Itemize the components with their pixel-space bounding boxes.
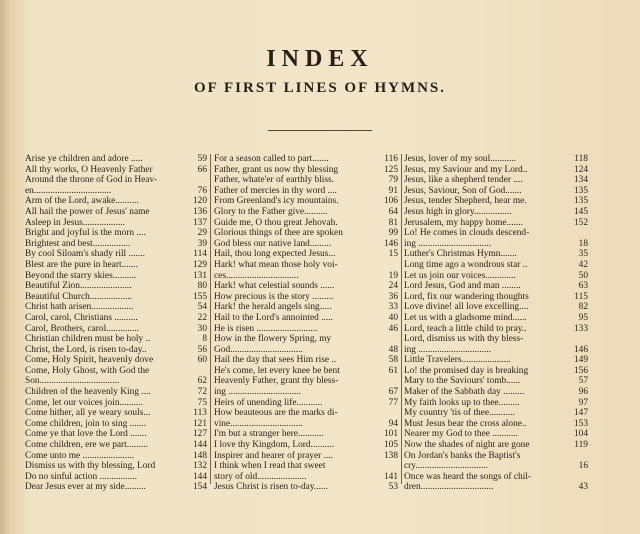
- index-entry: [404, 218, 588, 229]
- entry-hymn-number: 116: [384, 154, 398, 164]
- index-entry: [404, 366, 588, 377]
- entry-first-line: Dear Jesus ever at my side.........: [25, 482, 146, 493]
- entry-first-line: Mary to the Saviours' tomb......: [404, 376, 521, 387]
- entry-hymn-number: 120: [192, 196, 207, 207]
- entry-first-line: Must Jesus bear the cross alone..: [404, 418, 527, 429]
- index-entry: [404, 271, 588, 282]
- index-entry: [214, 376, 398, 387]
- entry-hymn-number: 80: [197, 281, 207, 292]
- entry-first-line: Hail to the Lord's annointed .....: [214, 312, 333, 323]
- entry-hymn-number: 106: [383, 196, 398, 207]
- entry-first-line: Come, Holy Ghost, with God the: [25, 365, 150, 376]
- index-entry: [25, 461, 207, 472]
- index-entry: [25, 366, 207, 377]
- entry-first-line: Children of the heavenly King ....: [25, 387, 151, 398]
- entry-first-line: Beautiful Church..................: [25, 291, 133, 302]
- entry-first-line: Beyond the starry skies..........: [25, 270, 137, 281]
- entry-hymn-number: 125: [383, 164, 398, 175]
- entry-first-line: By cool Siloam's shady rill .......: [25, 249, 145, 260]
- entry-first-line: Lo! the promised day is breaking: [404, 365, 529, 376]
- column-divider: [210, 154, 211, 484]
- index-entry: [214, 281, 398, 292]
- entry-first-line: Hark! what celestial sounds ......: [214, 281, 335, 292]
- entry-hymn-number: 124: [573, 164, 588, 175]
- index-entry: [214, 440, 398, 451]
- entry-first-line: dren...............................: [404, 482, 494, 493]
- entry-first-line: Christian children must be holy ..: [25, 334, 151, 345]
- entry-hymn-number: 105: [383, 440, 398, 451]
- entry-first-line: ces...............................: [214, 270, 299, 281]
- entry-hymn-number: 149: [573, 355, 588, 366]
- index-entry: [404, 249, 588, 260]
- entry-hymn-number: 95: [578, 312, 588, 323]
- index-entry: [25, 482, 207, 493]
- entry-first-line: How in the flowery Spring, my: [214, 334, 332, 345]
- entry-hymn-number: 81: [388, 217, 398, 228]
- entry-hymn-number: 8: [202, 334, 207, 345]
- index-entry: [214, 302, 398, 313]
- entry-hymn-number: 46: [388, 323, 398, 334]
- entry-first-line: Guide me, O thou great Jehovah.: [214, 217, 338, 228]
- index-entry: [25, 186, 207, 197]
- entry-first-line: Once was heard the songs of chil-: [404, 471, 532, 482]
- entry-hymn-number: 101: [383, 429, 398, 440]
- index-entry: [214, 387, 398, 398]
- entry-first-line: Little Travelers.....................: [404, 355, 511, 366]
- index-entry: [404, 355, 588, 366]
- entry-first-line: Hark! what mean those holy voi-: [214, 259, 338, 270]
- entry-first-line: All hail the power of Jesus' name: [25, 206, 150, 217]
- index-entry: [214, 271, 398, 282]
- index-entry: [25, 472, 207, 483]
- entry-hymn-number: 36: [388, 291, 398, 302]
- entry-first-line: Come, Holy Spirit, heavenly dove: [25, 355, 154, 366]
- entry-first-line: Jesus Christ is risen to-day......: [214, 482, 328, 493]
- index-entry: [404, 461, 588, 472]
- entry-hymn-number: 50: [578, 270, 588, 281]
- index-entry: [214, 429, 398, 440]
- index-entry: [25, 207, 207, 218]
- entry-hymn-number: 94: [388, 418, 398, 429]
- index-entry: [25, 196, 207, 207]
- entry-first-line: Jesus high in glory................: [404, 206, 512, 217]
- index-entry: [25, 239, 207, 250]
- entry-first-line: Lord Jesus, God and man ........: [404, 281, 521, 292]
- entry-hymn-number: 136: [192, 206, 207, 217]
- entry-hymn-number: 57: [578, 376, 588, 387]
- index-entry: [214, 482, 398, 493]
- index-entry: [214, 324, 398, 335]
- entry-first-line: ing ...............................: [214, 387, 301, 398]
- index-entry: [25, 429, 207, 440]
- index-entry: [404, 398, 588, 409]
- index-entry: [404, 472, 588, 483]
- index-entry: [404, 165, 588, 176]
- entry-first-line: How beauteous are the marks di-: [214, 408, 338, 419]
- entry-hymn-number: 18: [578, 238, 588, 249]
- entry-hymn-number: 66: [197, 164, 207, 175]
- index-entry: [25, 440, 207, 451]
- entry-hymn-number: 22: [197, 312, 207, 323]
- index-entry: [404, 345, 588, 356]
- entry-hymn-number: 152: [573, 217, 588, 228]
- entry-first-line: ing ...............................: [404, 344, 491, 355]
- index-entry: [25, 292, 207, 303]
- entry-first-line: From Greenland's icy mountains.: [214, 196, 339, 207]
- index-entry: [404, 482, 588, 493]
- entry-first-line: Come children, ere we part.........: [25, 440, 148, 451]
- index-column-2: [214, 154, 398, 493]
- index-entry: [214, 249, 398, 260]
- entry-first-line: Inspirer and hearer of prayer ....: [214, 450, 333, 461]
- index-entry: [25, 345, 207, 356]
- index-entry: [25, 398, 207, 409]
- index-entry: [25, 228, 207, 239]
- entry-hymn-number: 67: [388, 387, 398, 398]
- index-entry: [404, 228, 588, 239]
- entry-hymn-number: 61: [388, 365, 398, 376]
- index-entry: [214, 355, 398, 366]
- entry-hymn-number: 29: [197, 228, 207, 239]
- entry-first-line: Brightest and best................: [25, 238, 131, 249]
- entry-first-line: Let us with a gladsome mind......: [404, 312, 527, 323]
- entry-first-line: He is risen ..........................: [214, 323, 318, 334]
- entry-first-line: Hark! the herald angels sing.....: [214, 302, 332, 313]
- entry-first-line: He's come, let every knee be bent: [214, 365, 340, 376]
- entry-hymn-number: 113: [193, 408, 207, 419]
- entry-hymn-number: 121: [192, 418, 207, 429]
- index-entry: [404, 239, 588, 250]
- entry-hymn-number: 42: [578, 259, 588, 270]
- index-entry: [214, 313, 398, 324]
- index-entry: [25, 154, 207, 165]
- entry-first-line: Lord, dismiss us with thy bless-: [404, 334, 524, 345]
- entry-first-line: Long time ago a wondrous star ..: [404, 259, 528, 270]
- entry-hymn-number: 144: [192, 471, 207, 482]
- entry-hymn-number: 48: [388, 344, 398, 355]
- index-entry: [214, 366, 398, 377]
- entry-first-line: Glorious things of thee are spoken: [214, 228, 343, 239]
- entry-first-line: I love thy Kingdom, Lord..........: [214, 440, 335, 451]
- index-entry: [214, 345, 398, 356]
- index-entry: [25, 175, 207, 186]
- index-entry: [25, 218, 207, 229]
- entry-hymn-number: 40: [388, 312, 398, 323]
- entry-first-line: Come ye that love the Lord .......: [25, 429, 147, 440]
- index-entry: [214, 239, 398, 250]
- entry-first-line: Jesus, tender Shepherd, hear me.: [404, 196, 527, 207]
- index-entry: [404, 302, 588, 313]
- entry-first-line: Maker of the Sabbath day .........: [404, 387, 525, 398]
- entry-first-line: Lo! He comes in clouds descend-: [404, 228, 530, 239]
- index-entry: [25, 271, 207, 282]
- entry-first-line: Lord, fix our wandering thoughts: [404, 291, 529, 302]
- entry-hymn-number: 30: [197, 323, 207, 334]
- entry-hymn-number: 60: [197, 355, 207, 366]
- entry-hymn-number: 104: [573, 429, 588, 440]
- entry-hymn-number: 134: [573, 175, 588, 186]
- entry-first-line: Nearer my God to thee ...........: [404, 429, 519, 440]
- entry-hymn-number: 58: [388, 355, 398, 366]
- entry-first-line: cry...............................: [404, 461, 489, 472]
- entry-first-line: My country 'tis of thee...........: [404, 408, 515, 419]
- entry-hymn-number: 76: [197, 185, 207, 196]
- entry-hymn-number: 144: [192, 440, 207, 451]
- entry-hymn-number: 77: [388, 397, 398, 408]
- index-entry: [25, 313, 207, 324]
- entry-hymn-number: 148: [192, 450, 207, 461]
- entry-hymn-number: 99: [388, 228, 398, 239]
- entry-hymn-number: 145: [573, 206, 588, 217]
- index-entry: [404, 376, 588, 387]
- entry-hymn-number: 97: [578, 397, 588, 408]
- page-subtitle: OF FIRST LINES OF HYMNS.: [193, 80, 447, 96]
- entry-first-line: Jesus, lover of my soul...........: [404, 154, 516, 164]
- entry-first-line: Son..................................: [25, 376, 120, 387]
- entry-first-line: Hail, thou long expected Jesus...: [214, 249, 336, 260]
- entry-first-line: For a season called to part.......: [214, 154, 329, 164]
- entry-first-line: Let us join our voices.............: [404, 270, 516, 281]
- entry-first-line: vine...............................: [214, 418, 303, 429]
- index-entry: [214, 451, 398, 462]
- entry-hymn-number: 16: [578, 461, 588, 472]
- index-entry: [214, 207, 398, 218]
- entry-first-line: Dismiss us with thy blessing, Lord: [25, 461, 156, 472]
- entry-first-line: Come unto me ......................: [25, 450, 135, 461]
- entry-hymn-number: 118: [574, 154, 588, 164]
- index-entry: [214, 398, 398, 409]
- entry-hymn-number: 146: [383, 238, 398, 249]
- entry-hymn-number: 135: [573, 185, 588, 196]
- entry-hymn-number: 59: [197, 154, 207, 164]
- entry-first-line: Asleep in Jesus..................: [25, 217, 125, 228]
- entry-hymn-number: 79: [388, 175, 398, 186]
- index-entry: [25, 302, 207, 313]
- index-entry: [404, 334, 588, 345]
- index-entry: [25, 387, 207, 398]
- index-entry: [214, 419, 398, 430]
- entry-first-line: All thy works, O Heavenly Father: [25, 164, 153, 175]
- index-entry: [214, 260, 398, 271]
- entry-hymn-number: 137: [192, 217, 207, 228]
- index-entry: [404, 175, 588, 186]
- index-entry: [214, 175, 398, 186]
- entry-first-line: Heirs of unending life...........: [214, 397, 323, 408]
- index-entry: [404, 260, 588, 271]
- entry-hymn-number: 153: [573, 418, 588, 429]
- entry-hymn-number: 129: [192, 259, 207, 270]
- title-divider: [268, 130, 372, 131]
- entry-hymn-number: 115: [574, 291, 588, 302]
- index-entry: [25, 355, 207, 366]
- entry-first-line: Beautiful Zion......................: [25, 281, 132, 292]
- entry-hymn-number: 154: [192, 482, 207, 493]
- entry-hymn-number: 53: [388, 482, 398, 493]
- entry-first-line: Glory to the Father give..........: [214, 206, 328, 217]
- entry-first-line: Father, whate'er of earthly bliss.: [214, 175, 335, 186]
- index-entry: [214, 196, 398, 207]
- entry-hymn-number: 135: [573, 196, 588, 207]
- entry-hymn-number: 155: [192, 291, 207, 302]
- index-entry: [214, 334, 398, 345]
- index-entry: [214, 408, 398, 419]
- entry-first-line: On Jordan's banks the Baptist's: [404, 450, 521, 461]
- entry-first-line: Arise ye children and adore .....: [25, 154, 143, 164]
- column-divider: [401, 154, 402, 484]
- entry-hymn-number: 62: [197, 376, 207, 387]
- index-entry: [404, 207, 588, 218]
- index-entry: [214, 472, 398, 483]
- entry-hymn-number: 56: [197, 344, 207, 355]
- index-entry: [214, 165, 398, 176]
- index-entry: [214, 461, 398, 472]
- entry-hymn-number: 24: [388, 281, 398, 292]
- entry-first-line: Carol, Brothers, carol..............: [25, 323, 140, 334]
- index-entry: [214, 154, 398, 165]
- index-entry: [404, 281, 588, 292]
- entry-first-line: en.................................: [25, 185, 112, 196]
- entry-hymn-number: 35: [578, 249, 588, 260]
- entry-hymn-number: 96: [578, 387, 588, 398]
- index-entry: [25, 419, 207, 430]
- entry-first-line: Love divine! all love excelling....: [404, 302, 529, 313]
- entry-first-line: Blest are the pure in heart.......: [25, 259, 138, 270]
- index-entry: [404, 196, 588, 207]
- index-entry: [25, 408, 207, 419]
- entry-hymn-number: 131: [192, 270, 207, 281]
- entry-first-line: Come, let our voices join..........: [25, 397, 143, 408]
- index-entry: [404, 313, 588, 324]
- entry-first-line: Jerusalem, my happy home.......: [404, 217, 523, 228]
- entry-first-line: Father, grant us now thy blessing: [214, 164, 339, 175]
- entry-first-line: Come hither, all ye weary souls...: [25, 408, 151, 419]
- entry-hymn-number: 82: [578, 302, 588, 313]
- index-entry: [404, 292, 588, 303]
- entry-first-line: Christ hath arisen..................: [25, 302, 134, 313]
- page-title: INDEX: [266, 46, 374, 72]
- index-entry: [404, 408, 588, 419]
- entry-first-line: Christ, the Lord, is risen to-day..: [25, 344, 147, 355]
- index-entry: [404, 440, 588, 451]
- index-entry: [25, 249, 207, 260]
- entry-first-line: Heavenly Father, grant thy bless-: [214, 376, 339, 387]
- entry-first-line: Jesus, like a shepherd tender ....: [404, 175, 523, 186]
- entry-hymn-number: 156: [573, 365, 588, 376]
- entry-first-line: How precious is the story .........: [214, 291, 334, 302]
- entry-first-line: Carol, carol, Christians ..........: [25, 312, 138, 323]
- entry-hymn-number: 114: [193, 249, 207, 260]
- entry-first-line: I think when I read that sweet: [214, 461, 326, 472]
- index-entry: [25, 165, 207, 176]
- entry-hymn-number: 141: [383, 471, 398, 482]
- entry-hymn-number: 64: [388, 206, 398, 217]
- entry-hymn-number: 63: [578, 281, 588, 292]
- entry-hymn-number: 138: [383, 450, 398, 461]
- entry-hymn-number: 146: [573, 344, 588, 355]
- entry-first-line: Bright and joyful is the morn ....: [25, 228, 146, 239]
- index-entry: [25, 324, 207, 335]
- entry-hymn-number: 54: [197, 302, 207, 313]
- entry-hymn-number: 147: [573, 408, 588, 419]
- entry-first-line: Father of mercies in thy word ....: [214, 185, 337, 196]
- index-entry: [404, 387, 588, 398]
- entry-first-line: I'm but a stranger here...........: [214, 429, 324, 440]
- entry-first-line: Around the throne of God in Heav-: [25, 175, 158, 186]
- entry-first-line: Jesus, Saviour, Son of God.......: [404, 185, 522, 196]
- entry-hymn-number: 91: [388, 185, 398, 196]
- index-entry: [404, 324, 588, 335]
- entry-first-line: God bless our native land.........: [214, 238, 331, 249]
- entry-first-line: Luther's Christmas Hymn.......: [404, 249, 517, 260]
- index-entry: [404, 419, 588, 430]
- index-entry: [404, 429, 588, 440]
- entry-hymn-number: 72: [197, 387, 207, 398]
- entry-hymn-number: 127: [192, 429, 207, 440]
- index-entry: [25, 376, 207, 387]
- entry-first-line: Lord, teach a little child to pray..: [404, 323, 527, 334]
- entry-first-line: My faith looks up to thee.........: [404, 397, 520, 408]
- entry-first-line: Come children, join to sing .......: [25, 418, 147, 429]
- index-entry: [25, 281, 207, 292]
- index-entry: [214, 218, 398, 229]
- entry-first-line: Now the shades of night are gone: [404, 440, 530, 451]
- entry-hymn-number: 19: [388, 270, 398, 281]
- entry-first-line: story of old.....................: [214, 471, 307, 482]
- index-entry: [25, 451, 207, 462]
- entry-first-line: Arm of the Lord, awake..........: [25, 196, 139, 207]
- index-column-1: [25, 154, 207, 493]
- index-entry: [404, 154, 588, 165]
- index-entry: [214, 186, 398, 197]
- entry-first-line: ing ...............................: [404, 238, 491, 249]
- entry-hymn-number: 43: [578, 482, 588, 493]
- entry-hymn-number: 75: [197, 397, 207, 408]
- entry-first-line: Do no sinful action ................: [25, 471, 137, 482]
- entry-hymn-number: 15: [388, 249, 398, 260]
- entry-hymn-number: 132: [192, 461, 207, 472]
- index-entry: [214, 292, 398, 303]
- entry-hymn-number: 39: [197, 238, 207, 249]
- index-entry: [25, 334, 207, 345]
- index-entry: [25, 260, 207, 271]
- index-column-3: [404, 154, 588, 493]
- entry-first-line: God...............................: [214, 344, 303, 355]
- entry-hymn-number: 119: [574, 440, 588, 451]
- entry-hymn-number: 133: [573, 323, 588, 334]
- index-entry: [214, 228, 398, 239]
- index-entry: [404, 451, 588, 462]
- entry-hymn-number: 33: [388, 302, 398, 313]
- index-entry: [404, 186, 588, 197]
- entry-first-line: Jesus, my Saviour and my Lord..: [404, 164, 528, 175]
- entry-first-line: Hail the day that sees Him rise ..: [214, 355, 337, 366]
